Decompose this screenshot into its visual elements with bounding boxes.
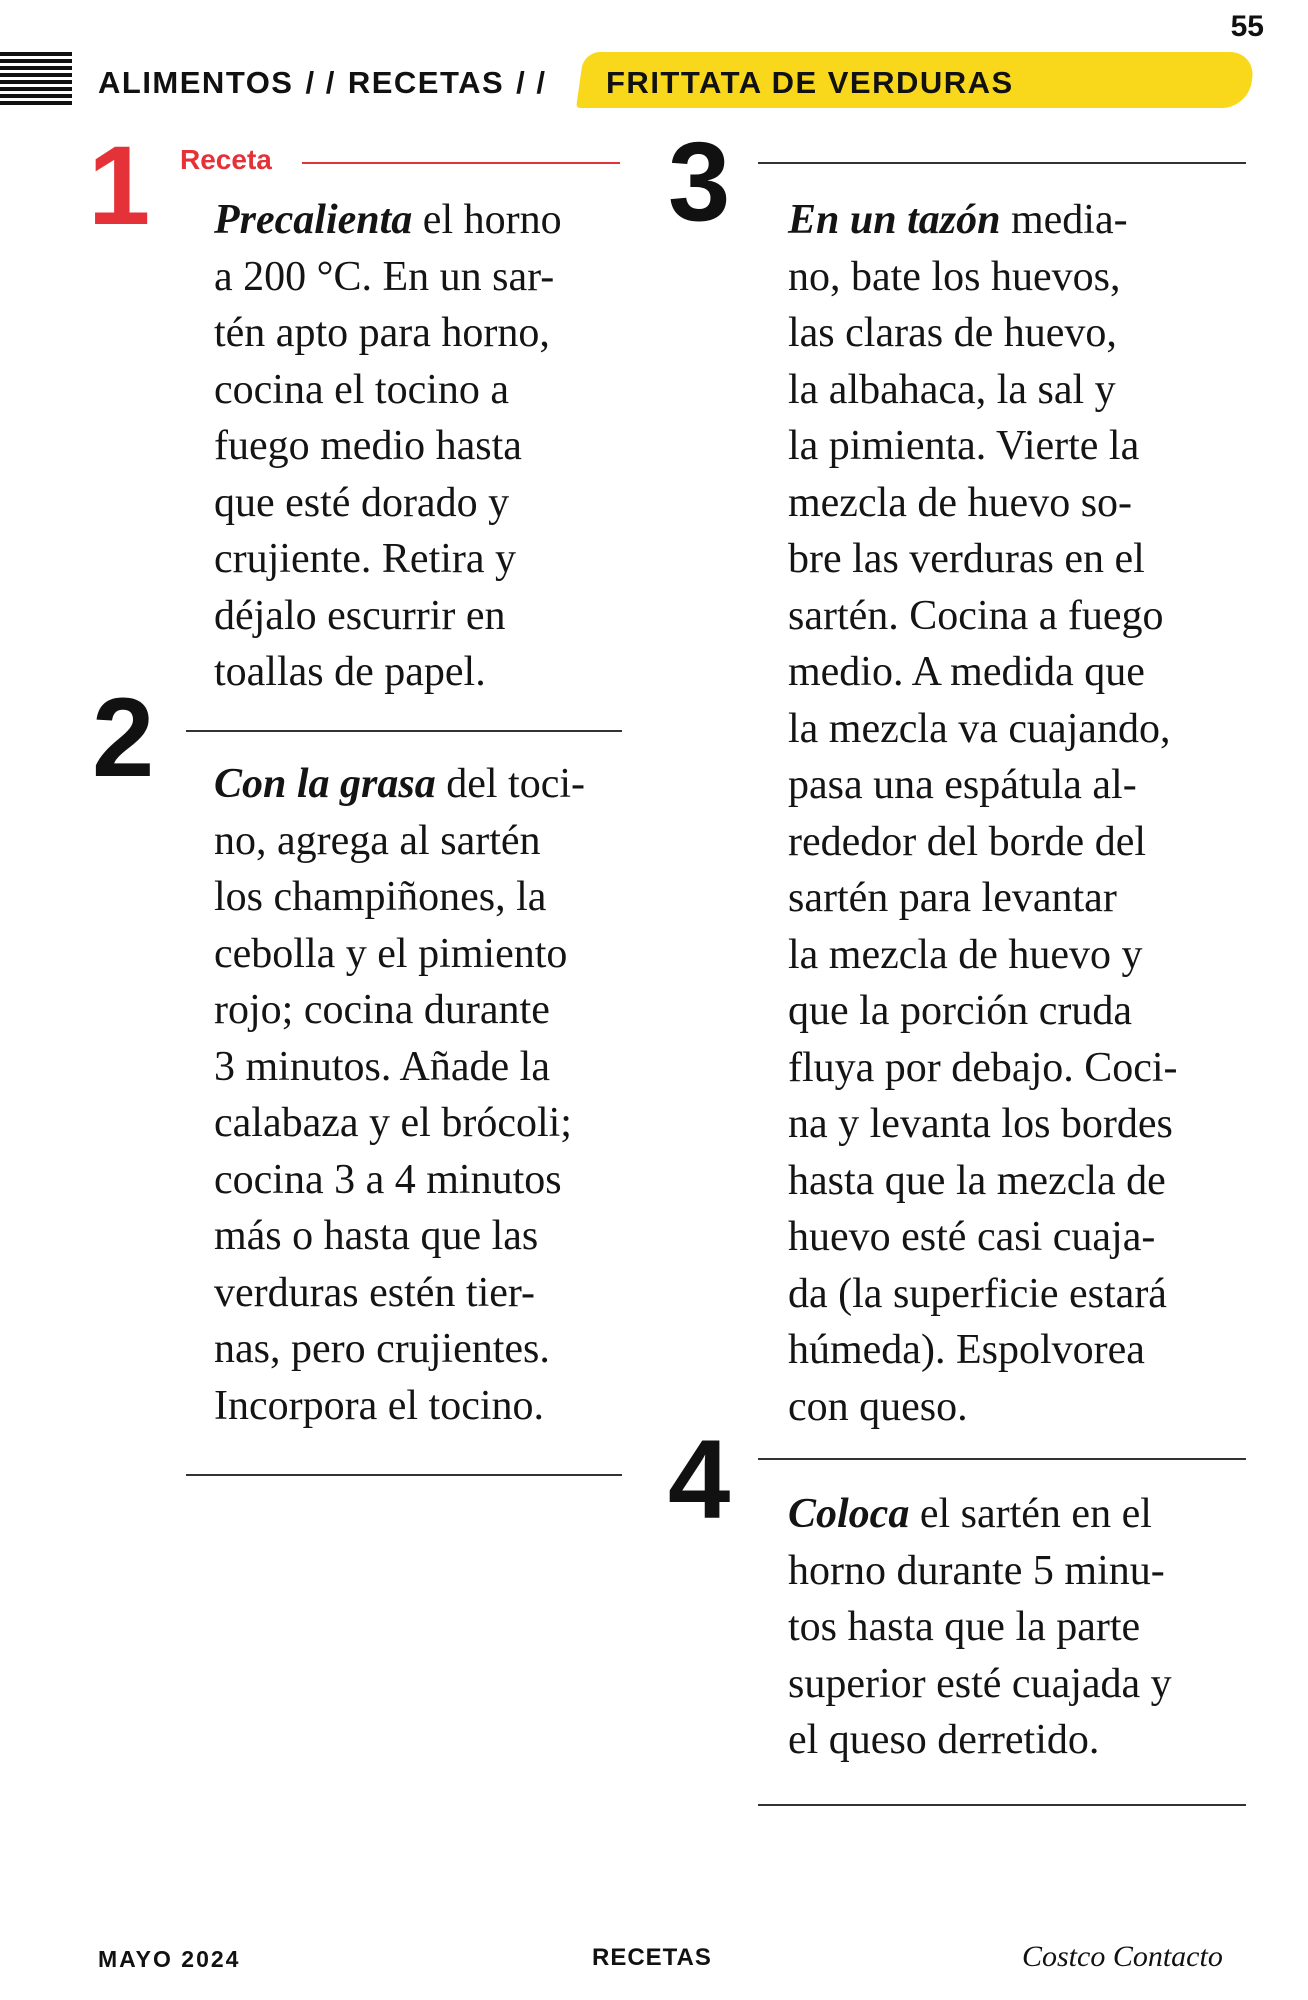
step-3-line: pasa una espátula al- [788, 762, 1137, 808]
step-2-line: nas, pero crujientes. [214, 1326, 550, 1372]
step-2-line: más o hasta que las [214, 1213, 539, 1259]
step-3-number: 3 [668, 119, 731, 244]
step-3-line: no, bate los huevos, [788, 253, 1121, 300]
step-2-end-rule [186, 1474, 622, 1476]
step-2-lead: Con la grasa [214, 761, 436, 807]
step-1-line: tén apto para horno, [214, 310, 550, 356]
step-4-line: horno durante 5 minu- [788, 1547, 1165, 1594]
step-2-line: 3 minutos. Añade la [214, 1043, 550, 1090]
step-1-line: déjalo escurrir en [214, 592, 506, 639]
footer-date: MAYO 2024 [98, 1946, 241, 1972]
step-1-line: que esté dorado y [214, 479, 510, 526]
step-3-line: sartén. Cocina a fuego [788, 592, 1164, 639]
step-3-line: huevo esté casi cuaja- [788, 1214, 1156, 1260]
step-2-number: 2 [92, 675, 155, 800]
breadcrumb-item-alimentos[interactable]: ALIMENTOS [98, 65, 294, 100]
footer-section: RECETAS [592, 1944, 712, 1971]
step-3-line: que la porción cruda [788, 988, 1133, 1034]
step-1-rule [302, 162, 620, 164]
page-number: 55 [1230, 10, 1264, 43]
step-2-line: cocina 3 a 4 minutos [214, 1156, 562, 1203]
step-2-line: Con la grasa del toci- [214, 761, 586, 807]
header-stripes-decoration [0, 52, 72, 110]
step-3-line: la mezcla va cuajando, [788, 705, 1171, 752]
breadcrumb-current-title: FRITTATA DE VERDURAS [606, 65, 1014, 100]
step-2-text [214, 756, 654, 1434]
step-4-lead: Coloca [788, 1491, 910, 1537]
step-3-line: En un tazón media- [788, 197, 1128, 243]
step-4-text [788, 1486, 1268, 1769]
breadcrumb-item-recetas[interactable]: RECETAS [347, 65, 505, 100]
step-1-number: 1 [88, 123, 151, 248]
step-2-line: no, agrega al sartén [214, 817, 541, 864]
footer-publication: Costco Contacto [1022, 1940, 1223, 1973]
step-3-line: fluya por debajo. Coci- [788, 1044, 1178, 1091]
breadcrumb [98, 58, 559, 108]
step-1-line: cocina el tocino a [214, 366, 510, 413]
step-3-rule [758, 162, 1246, 164]
step-2-line: verduras estén tier- [214, 1269, 536, 1316]
step-2-rule [186, 730, 622, 732]
breadcrumb-separator: / / [516, 65, 547, 100]
step-3-line: la pimienta. Vierte la [788, 423, 1140, 469]
step-1-lead: Precalienta [214, 197, 413, 243]
recipe-label: Receta [180, 144, 272, 175]
step-3-line: húmeda). Espolvorea [788, 1327, 1145, 1373]
step-3-line: mezcla de huevo so- [788, 479, 1133, 526]
step-1-line: toallas de papel. [214, 649, 486, 695]
step-3-line: da (la superficie estará [788, 1270, 1167, 1317]
step-4-rule [758, 1458, 1246, 1460]
step-3-line: las claras de huevo, [788, 310, 1117, 356]
step-1-text [214, 192, 654, 701]
step-3-line: la albahaca, la sal y [788, 366, 1116, 413]
step-1-line: crujiente. Retira y [214, 536, 517, 582]
step-4-line: el queso derretido. [788, 1717, 1100, 1763]
step-3-line: con queso. [788, 1383, 968, 1430]
step-3-line: medio. A medida que [788, 649, 1145, 695]
step-3-line: hasta que la mezcla de [788, 1157, 1166, 1204]
step-2-line: cebolla y el pimiento [214, 930, 568, 977]
step-4-end-rule [758, 1804, 1246, 1806]
step-3-lead: En un tazón [788, 197, 1001, 243]
step-3-line: bre las verduras en el [788, 536, 1145, 582]
step-4-line: tos hasta que la parte [788, 1604, 1141, 1650]
step-3-line: sartén para levantar [788, 875, 1117, 921]
step-4-line: superior esté cuajada y [788, 1660, 1172, 1707]
step-3-line: la mezcla de huevo y [788, 931, 1143, 978]
breadcrumb-separator: / / [305, 65, 336, 100]
step-4-number: 4 [668, 1417, 731, 1542]
step-2-line: rojo; cocina durante [214, 987, 550, 1033]
step-2-line: los champiñones, la [214, 874, 547, 920]
step-3-line: rededor del borde del [788, 818, 1147, 865]
step-1-line: a 200 °C. En un sar- [214, 253, 555, 300]
step-1-line: Precalienta el horno [214, 197, 562, 243]
step-4-line: Coloca el sartén en el [788, 1491, 1152, 1537]
step-3-line: na y levanta los bordes [788, 1101, 1173, 1147]
step-3-text [788, 192, 1268, 1435]
step-1-line: fuego medio hasta [214, 423, 522, 469]
step-2-line: calabaza y el brócoli; [214, 1100, 572, 1146]
step-2-line: Incorpora el tocino. [214, 1382, 545, 1429]
